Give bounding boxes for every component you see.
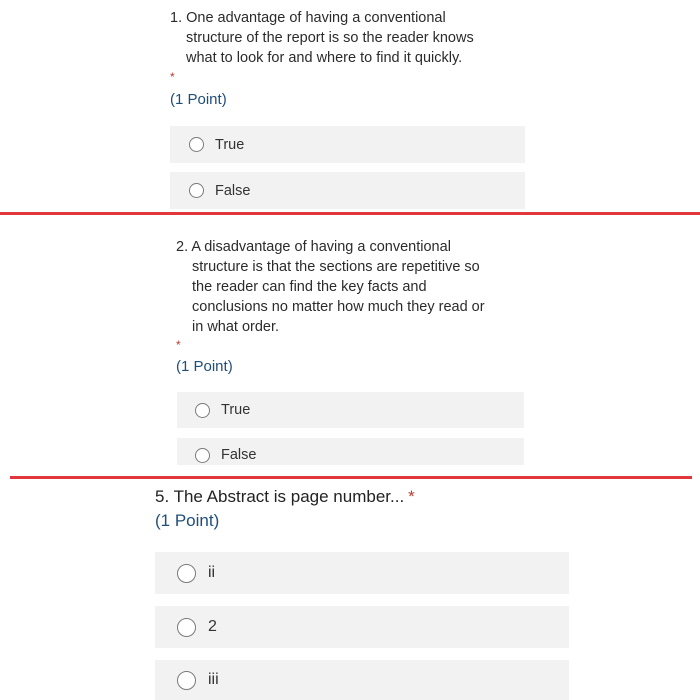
section-divider <box>0 212 700 215</box>
radio-button-icon[interactable] <box>195 403 210 418</box>
radio-button-icon[interactable] <box>177 564 196 583</box>
option-label: False <box>215 182 251 199</box>
question-1-option-false[interactable] <box>170 172 525 209</box>
radio-button-icon[interactable] <box>177 618 196 637</box>
question-5-option-iii[interactable] <box>155 660 569 700</box>
question-2-line: conclusions no matter how much they read or <box>192 299 485 315</box>
question-2-number: 2. <box>176 239 189 255</box>
radio-button-icon[interactable] <box>195 448 210 463</box>
question-5-title <box>155 487 415 507</box>
required-asterisk: * <box>408 487 415 506</box>
option-label: True <box>221 402 251 418</box>
option-label: 2 <box>208 618 217 635</box>
question-2-option-true[interactable] <box>177 392 524 428</box>
question-2-line: the reader can find the key facts and <box>192 279 427 295</box>
question-1-option-true[interactable] <box>170 126 525 163</box>
question-2-option-false[interactable] <box>177 438 524 465</box>
question-2-points: (1 Point) <box>176 358 233 375</box>
question-2-text <box>176 237 536 337</box>
question-1-line: One advantage of having a conventional <box>186 10 446 26</box>
option-label: True <box>215 136 245 153</box>
option-label: False <box>221 447 257 463</box>
question-1-line: structure of the report is so the reader knows <box>186 30 474 46</box>
option-label: ii <box>208 564 216 581</box>
question-2-line: in what order. <box>192 319 280 335</box>
required-asterisk: * <box>170 70 175 84</box>
question-1-points: (1 Point) <box>170 91 227 108</box>
radio-button-icon[interactable] <box>189 137 204 152</box>
question-1-text <box>170 8 530 68</box>
question-1-number: 1. <box>170 10 183 26</box>
question-1-line: what to look for and where to find it quickly. <box>186 50 463 66</box>
question-2-line: structure is that the sections are repetitive so <box>192 259 480 275</box>
radio-button-icon[interactable] <box>189 183 204 198</box>
question-2-line: A disadvantage of having a conventional <box>191 239 451 255</box>
question-5-option-ii[interactable] <box>155 552 569 594</box>
question-5-option-2[interactable] <box>155 606 569 648</box>
question-5-points: (1 Point) <box>155 511 220 530</box>
option-label: iii <box>208 671 219 688</box>
question-5-text: 5. The Abstract is page number... <box>155 487 405 506</box>
section-divider <box>10 476 692 479</box>
required-asterisk: * <box>176 338 181 352</box>
radio-button-icon[interactable] <box>177 671 196 690</box>
